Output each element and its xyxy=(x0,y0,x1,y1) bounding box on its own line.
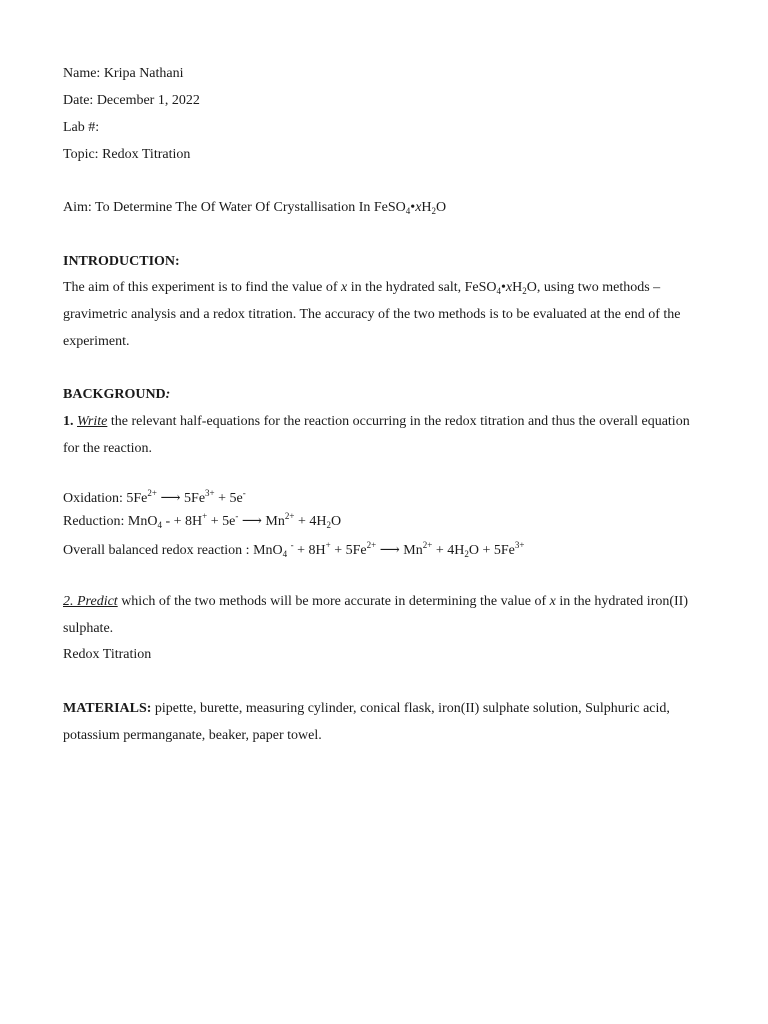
date-line: Date: December 1, 2022 xyxy=(63,93,200,108)
question-1: 1. Write the relevant half-equations for the reaction occurring in the redox titration and thus the overall equation for the reaction. xyxy=(63,414,690,456)
reduction-equation: Reduction: MnO$_4$ - + 8H+ + 5e- ⟶ $Mn^{2+} + 4H_2O$ xyxy=(63,511,342,530)
introduction-heading: INTRODUCTION: xyxy=(63,254,180,269)
background-heading: BACKGROUND: xyxy=(63,387,171,402)
prediction-answer: Redox Titration xyxy=(63,647,152,662)
introduction-paragraph: The aim of this experiment is to find the value of x in the hydrated salt, $FeSO_4•xH_2O$, using two methods – gravimetric analysis and a redox titration. The accuracy of the two methods is to be evaluated at the end of the experiment. xyxy=(63,280,681,349)
oxidation-equation: Oxidation: $5Fe^{2+}$ ⟶ $5Fe^{3+} + 5e^-$ xyxy=(63,488,246,506)
materials-paragraph: MATERIALS: pipette, burette, measuring cylinder, conical flask, iron(II) sulphate solution, Sulphuric acid, potassium permanganate, beaker, paper towel. xyxy=(63,701,670,743)
name-line: Name: Kripa Nathani xyxy=(63,66,184,81)
overall-equation: Overall balanced redox reaction : MnO$_4$ $^- + 8H^+ + 5Fe^{2+}$ ⟶ $Mn^{2+} + 4H_2O + 5Fe^{3+}$ xyxy=(63,540,525,559)
topic-line: Topic: Redox Titration xyxy=(63,147,191,162)
aim-line: Aim: To Determine The Of Water Of Crystallisation In $FeSO_4•xH_2O$ xyxy=(63,200,447,216)
lab-line: Lab #: xyxy=(63,120,100,135)
question-2: 2. Predict which of the two methods will be more accurate in determining the value of x in the hydrated iron(II) sulphate. xyxy=(63,594,689,636)
